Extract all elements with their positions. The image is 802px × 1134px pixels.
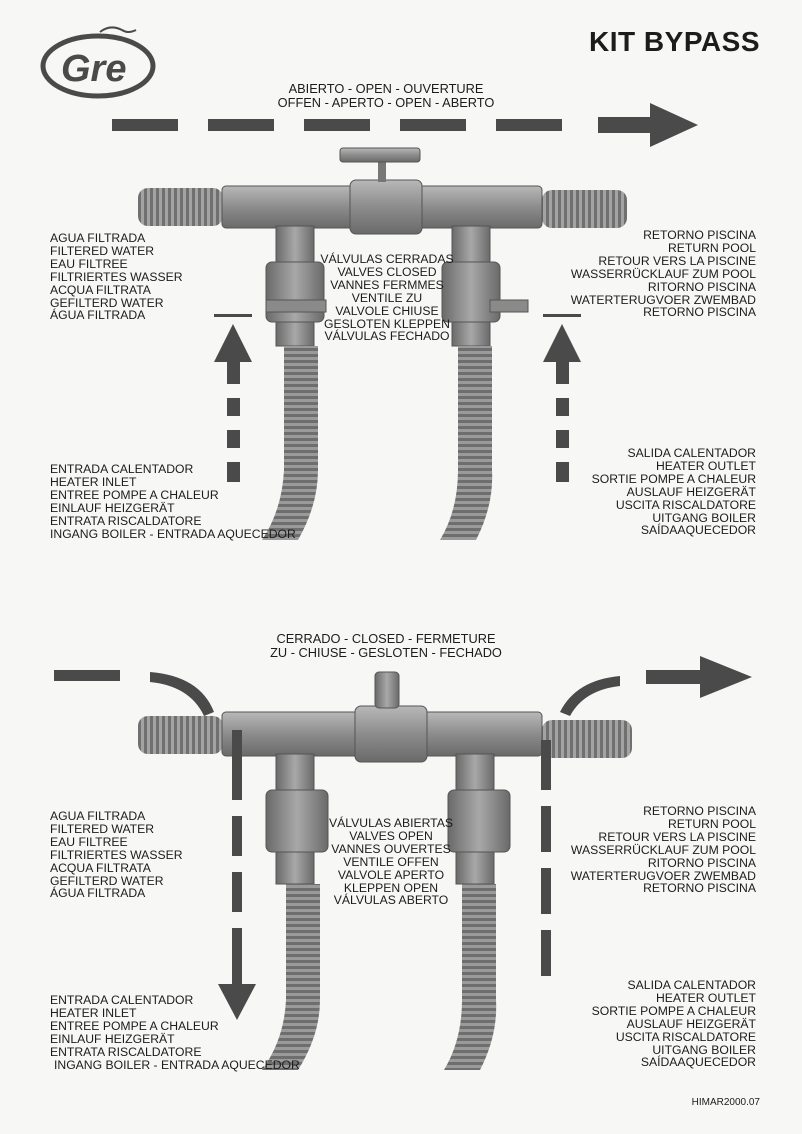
label-line: FILTERED WATER <box>50 243 155 258</box>
label-line: HEATER OUTLET <box>656 458 756 473</box>
label-line: FILTERED WATER <box>50 821 155 836</box>
page-title: KIT BYPASS <box>589 26 760 57</box>
bottom-right-lower-label <box>592 979 756 1069</box>
label-line: VALVOLE APERTO <box>337 867 445 882</box>
label-line: INGANG BOILER - ENTRADA AQUECEDOR <box>50 526 296 541</box>
label-line: EAU FILTREE <box>50 256 128 271</box>
label-line: VENTILE OFFEN <box>343 854 439 869</box>
label-line: AUSLAUF HEIZGERÄT <box>626 1016 756 1031</box>
label-line: FILTRIERTES WASSER <box>50 847 183 862</box>
label-line: KLEPPEN OPEN <box>343 880 439 895</box>
label-line: ENTREE POMPE A CHALEUR <box>50 1018 219 1033</box>
top-left-upper-label <box>50 232 183 322</box>
label-line: USCITA RISCALDATORE <box>615 1029 756 1044</box>
label-line: RITORNO PISCINA <box>647 279 756 294</box>
label-line: SALIDA CALENTADOR <box>627 978 756 992</box>
label-line: VÁLVULAS CERRADAS <box>320 252 454 266</box>
label-line: SAÍDAAQUECEDOR <box>640 1055 756 1070</box>
label-line: SORTIE POMPE A CHALEUR <box>591 1003 756 1018</box>
label-line: RETORNO PISCINA <box>643 881 756 896</box>
label-line: USCITA RISCALDATORE <box>615 497 756 512</box>
label-line: VÁLVULAS FECHADO <box>324 329 450 344</box>
label-line: VANNES OUVERTES <box>331 841 451 856</box>
top-flow-caption <box>266 82 506 110</box>
top-right-upper-label <box>571 229 756 319</box>
label-line: RITORNO PISCINA <box>647 855 756 870</box>
label-line: VÁLVULAS ABERTO <box>333 893 449 908</box>
label-line: WATERTERUGVOER ZWEMBAD <box>570 292 756 307</box>
caption-line: OFFEN - APERTO - OPEN - ABERTO <box>277 95 495 110</box>
label-line: AGUA FILTRADA <box>50 809 146 823</box>
label-line: ENTRATA RISCALDATORE <box>50 1044 202 1059</box>
label-line: WASSERRÜCKLAUF ZUM POOL <box>570 266 756 281</box>
label-line: RETORNO PISCINA <box>643 305 756 320</box>
label-line: EAU FILTREE <box>50 834 128 849</box>
label-line: ACQUA FILTRATA <box>50 282 151 297</box>
label-line: VANNES FERMMES <box>330 277 444 292</box>
caption-line: ZU - CHIUSE - GESLOTEN - FECHADO <box>270 645 502 660</box>
label-line: HEATER INLET <box>50 474 137 489</box>
label-line: GEFILTERD WATER <box>50 295 164 310</box>
bottom-flow-caption <box>256 632 516 660</box>
bottom-left-upper-label <box>50 810 183 900</box>
label-line: HEATER OUTLET <box>656 990 756 1005</box>
label-line: UITGANG BOILER <box>652 510 756 525</box>
label-line: VALVES CLOSED <box>337 264 437 279</box>
label-line: RETOUR VERS LA PISCINE <box>598 829 756 844</box>
label-line: SAÍDAAQUECEDOR <box>640 523 756 538</box>
bottom-right-upper-label <box>571 805 756 895</box>
label-line: ENTRADA CALENTADOR <box>50 462 194 476</box>
label-line: RETORNO PISCINA <box>643 804 756 818</box>
top-center-label <box>318 253 456 343</box>
document-code: HIMAR2000.07 <box>691 1097 760 1108</box>
label-line: EINLAUF HEIZGERÄT <box>50 1031 175 1046</box>
label-line: RETURN POOL <box>667 816 756 831</box>
label-line: WATERTERUGVOER ZWEMBAD <box>570 868 756 883</box>
label-line: ÁGUA FILTRADA <box>50 886 146 901</box>
label-line: ENTRADA CALENTADOR <box>50 993 194 1007</box>
logo-text: Gre <box>61 48 127 90</box>
label-line: VALVOLE CHIUSE <box>335 303 439 318</box>
label-line: ENTRATA RISCALDATORE <box>50 513 202 528</box>
label-line: AGUA FILTRADA <box>50 231 146 245</box>
label-line: ACQUA FILTRATA <box>50 860 151 875</box>
label-line: ENTREE POMPE A CHALEUR <box>50 487 219 502</box>
label-line: GEFILTERD WATER <box>50 873 164 888</box>
label-line: INGANG BOILER - ENTRADA AQUECEDOR <box>54 1057 300 1072</box>
bottom-left-lower-label <box>50 994 300 1071</box>
label-line: UITGANG BOILER <box>652 1042 756 1057</box>
label-line: GESLOTEN KLEPPEN <box>324 316 450 331</box>
bottom-center-label <box>322 817 460 907</box>
label-line: FILTRIERTES WASSER <box>50 269 183 284</box>
top-right-lower-label <box>592 447 756 537</box>
label-line: ÁGUA FILTRADA <box>50 308 146 323</box>
label-line: VENTILE ZU <box>351 290 423 305</box>
label-line: RETOUR VERS LA PISCINE <box>598 253 756 268</box>
caption-line: CERRADO - CLOSED - FERMETURE <box>276 631 496 646</box>
label-line: WASSERRÜCKLAUF ZUM POOL <box>570 842 756 857</box>
label-line: RETURN POOL <box>667 240 756 255</box>
label-line: VÁLVULAS ABIERTAS <box>329 816 453 830</box>
label-line: EINLAUF HEIZGERÄT <box>50 500 175 515</box>
label-line: AUSLAUF HEIZGERÄT <box>626 484 756 499</box>
label-line: RETORNO PISCINA <box>643 228 756 242</box>
top-left-lower-label <box>50 463 296 540</box>
caption-line: ABIERTO - OPEN - OUVERTURE <box>288 81 484 96</box>
label-line: SORTIE POMPE A CHALEUR <box>591 471 756 486</box>
label-line: HEATER INLET <box>50 1005 137 1020</box>
label-line: SALIDA CALENTADOR <box>627 446 756 460</box>
label-line: VALVES OPEN <box>349 828 433 843</box>
